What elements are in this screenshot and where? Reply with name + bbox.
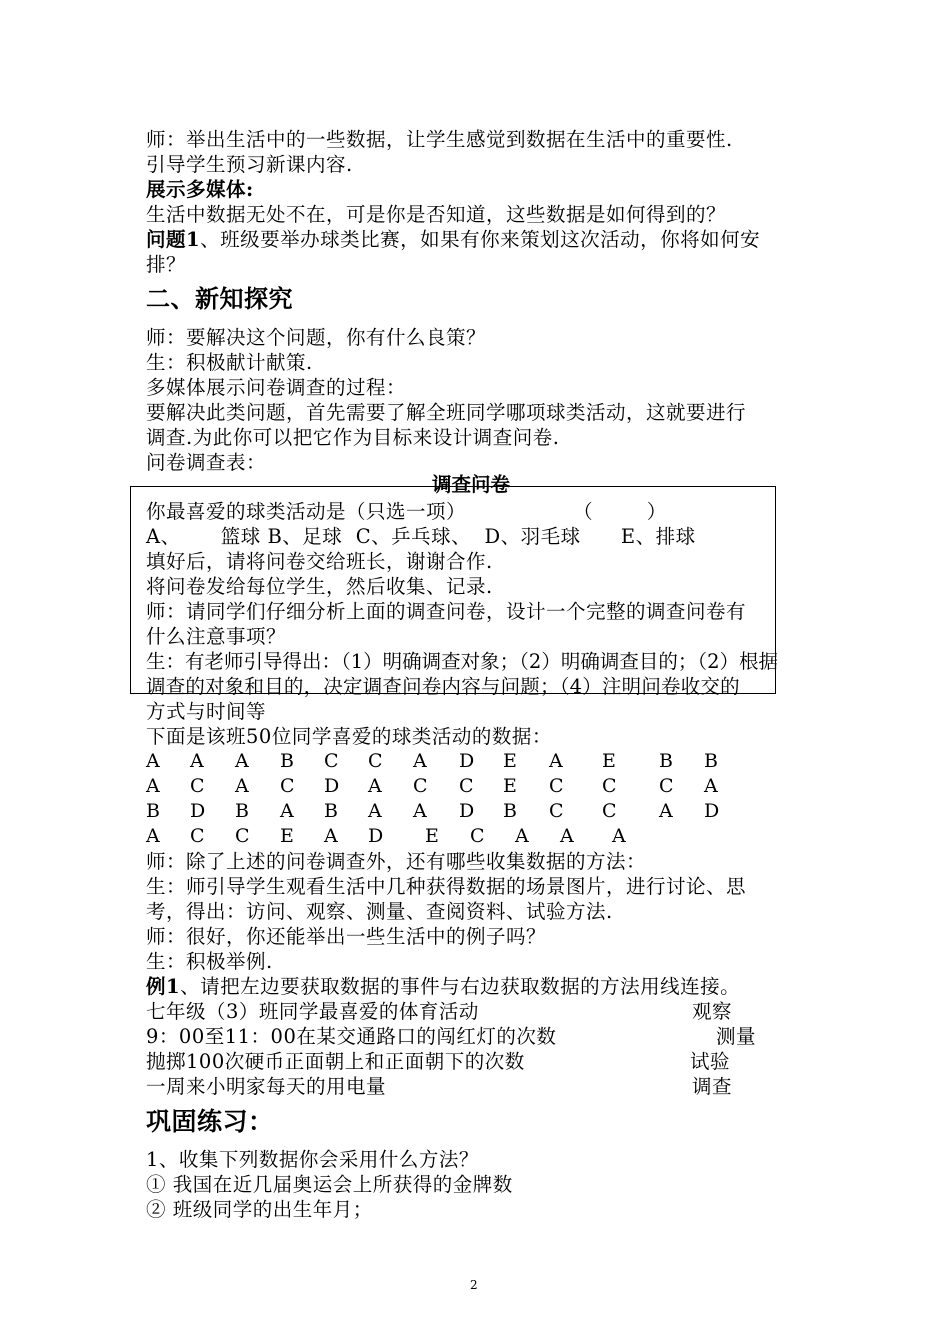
grid-cell: B — [659, 750, 673, 772]
grid-cell: A — [368, 775, 382, 797]
grid-cell: B — [503, 800, 517, 822]
paragraph-line: ① 我国在近几届奥运会上所获得的金牌数 — [146, 1173, 513, 1196]
example-1-line — [146, 974, 740, 999]
grid-cell: A — [560, 825, 574, 847]
paragraph-line: 师：除了上述的问卷调查外，还有哪些收集数据的方法： — [146, 850, 647, 873]
method-item: 观察 — [692, 1000, 733, 1023]
survey-options: A、 篮球 B、足球 C、乒乓球、 D、羽毛球 E、排球 — [146, 525, 696, 548]
grid-cell: E — [602, 750, 616, 772]
paragraph-line: 调查的对象和目的，决定调查问卷内容与问题；（4）注明问卷收交的 — [146, 675, 740, 698]
grid-cell: A — [413, 800, 427, 822]
grid-cell: A — [190, 750, 204, 772]
grid-cell: D — [324, 775, 340, 797]
grid-cell: A — [280, 800, 294, 822]
paragraph-line: 下面是该班50位同学喜爱的球类活动的数据： — [146, 725, 552, 748]
grid-cell: A — [235, 750, 249, 772]
grid-cell: C — [602, 800, 617, 822]
paragraph-line: 填好后，请将问卷交给班长，谢谢合作. — [146, 550, 493, 573]
grid-cell: A — [549, 750, 563, 772]
grid-cell: C — [190, 775, 205, 797]
event-item: 七年级（3）班同学最喜爱的体育活动 — [146, 1000, 479, 1023]
paragraph-line: 什么注意事项？ — [146, 625, 287, 648]
paragraph-line: 问卷调查表： — [146, 451, 267, 474]
paragraph-line: 调查.为此你可以把它作为目标来设计调查问卷. — [146, 426, 560, 449]
grid-cell: D — [704, 800, 720, 822]
grid-cell: A — [146, 750, 160, 772]
paragraph-line: 师：请同学们仔细分析上面的调查问卷，设计一个完整的调查问卷有 — [146, 600, 747, 623]
grid-cell: A — [515, 825, 529, 847]
grid-cell: D — [368, 825, 384, 847]
page-number: 2 — [470, 1278, 478, 1292]
paragraph-line: 生：师引导学生观看生活中几种获得数据的场景图片，进行讨论、思 — [146, 875, 747, 898]
paragraph-line: 师：举出生活中的一些数据，让学生感觉到数据在生活中的重要性. — [146, 128, 733, 151]
paragraph-line: 生：有老师引导得出：（1）明确调查对象；（2）明确调查目的；（2）根据 — [146, 650, 778, 673]
paragraph-line: 师：很好，你还能举出一些生活中的例子吗？ — [146, 925, 547, 948]
grid-cell: A — [235, 775, 249, 797]
method-item: 试验 — [690, 1050, 731, 1073]
grid-cell: E — [503, 750, 517, 772]
paragraph-line: 多媒体展示问卷调查的过程： — [146, 376, 407, 399]
method-item: 调查 — [692, 1075, 733, 1098]
paragraph-line: 考，得出：访问、观察、测量、查阅资料、试验方法. — [146, 900, 613, 923]
section-label: 展示多媒体: — [146, 178, 254, 201]
grid-cell: A — [146, 825, 160, 847]
grid-cell: C — [470, 825, 485, 847]
event-item: 抛掷100次硬币正面朝上和正面朝下的次数 — [146, 1050, 525, 1073]
survey-question: 你最喜爱的球类活动是（只选一项） （ ） — [146, 500, 667, 523]
grid-cell: E — [280, 825, 294, 847]
grid-cell: C — [235, 825, 250, 847]
grid-cell: D — [190, 800, 206, 822]
paragraph-line: 引导学生预习新课内容. — [146, 153, 353, 176]
grid-cell: C — [659, 775, 674, 797]
paragraph-line: 将问卷发给每位学生，然后收集、记录. — [146, 575, 493, 598]
paragraph-line: 生活中数据无处不在，可是你是否知道，这些数据是如何得到的？ — [146, 203, 727, 226]
grid-cell: A — [612, 825, 626, 847]
grid-cell: B — [146, 800, 160, 822]
example-1-text: 例1、请把左边要获取数据的事件与右边获取数据的方法用线连接。 — [146, 975, 741, 998]
grid-cell: B — [704, 750, 718, 772]
paragraph-line — [146, 227, 760, 252]
grid-cell: C — [602, 775, 617, 797]
paragraph-line: 生：积极举例. — [146, 950, 273, 973]
section-heading: 巩固练习： — [146, 1107, 274, 1136]
grid-cell: B — [235, 800, 249, 822]
grid-cell: A — [146, 775, 160, 797]
grid-cell: C — [459, 775, 474, 797]
question-1-text: 问题1、班级要举办球类比赛，如果有你来策划这次活动，你将如何安 — [146, 228, 761, 251]
grid-cell: C — [324, 750, 339, 772]
paragraph-line: ② 班级同学的出生年月； — [146, 1198, 373, 1221]
paragraph-line: 要解决此类问题，首先需要了解全班同学哪项球类活动，这就要进行 — [146, 401, 747, 424]
grid-cell: C — [549, 800, 564, 822]
paragraph-line: 1、收集下列数据你会采用什么方法？ — [146, 1148, 479, 1171]
grid-cell: D — [459, 800, 475, 822]
grid-cell: C — [190, 825, 205, 847]
grid-cell: B — [324, 800, 338, 822]
paragraph-line: 方式与时间等 — [146, 700, 267, 723]
grid-cell: A — [704, 775, 718, 797]
paragraph-line: 师：要解决这个问题，你有什么良策？ — [146, 326, 487, 349]
event-item: 一周来小明家每天的用电量 — [146, 1075, 387, 1098]
grid-cell: D — [459, 750, 475, 772]
grid-cell: E — [425, 825, 439, 847]
grid-cell: C — [413, 775, 428, 797]
grid-cell: A — [368, 800, 382, 822]
grid-cell: C — [368, 750, 383, 772]
paragraph-line: 排？ — [146, 253, 187, 276]
survey-title: 调查问卷 — [432, 473, 511, 496]
grid-cell: A — [324, 825, 338, 847]
method-item: 测量 — [716, 1025, 757, 1048]
event-item: 9：00至11：00在某交通路口的闯红灯的次数 — [146, 1025, 557, 1048]
grid-cell: A — [659, 800, 673, 822]
paragraph-line: 生：积极献计献策. — [146, 351, 313, 374]
grid-cell: A — [413, 750, 427, 772]
grid-cell: B — [280, 750, 294, 772]
grid-cell: C — [549, 775, 564, 797]
grid-cell: E — [503, 775, 517, 797]
section-heading: 二、新知探究 — [146, 284, 293, 313]
grid-cell: C — [280, 775, 295, 797]
